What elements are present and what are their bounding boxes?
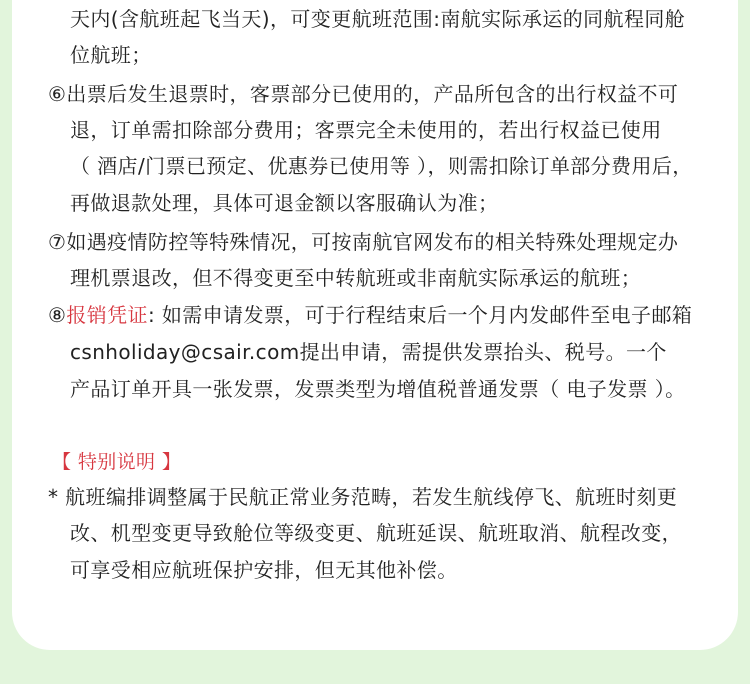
special-line-2: 改、机型变更导致舱位等级变更、航班延误、航班取消、航程改变， (70, 521, 682, 545)
item6-line-3: （ 酒店/门票已预定、优惠券已使用等 ），则需扣除订单部分费用后， (70, 154, 693, 178)
item6-line-1: ⑥出票后发生退票时，客票部分已使用的，产品所包含的出行权益不可 (48, 82, 679, 106)
item8-number: ⑧ (48, 303, 67, 327)
item5-line-1: 天内(含航班起飞当天)，可变更航班范围:南航实际承运的同航程同舱 (70, 7, 686, 31)
special-line-3: 可享受相应航班保护安排，但无其他补偿。 (70, 558, 458, 582)
item8-line-3: 产品订单开具一张发票，发票类型为增值税普通发票（ 电子发票 ）。 (70, 377, 686, 401)
item6-line-4: 再做退款处理，具体可退金额以客服确认为准； (70, 191, 499, 215)
item7-line-1: ⑦如遇疫情防控等特殊情况，可按南航官网发布的相关特殊处理规定办 (48, 230, 679, 254)
item5-line-2: 位航班； (70, 43, 152, 67)
item8-line-2: csnholiday@csair.com提出申请，需提供发票抬头、税号。一个 (70, 340, 667, 364)
item7-line-2: 理机票退改，但不得变更至中转航班或非南航实际承运的航班； (70, 266, 642, 290)
item8-line-1-text: : 如需申请发票，可于行程结束后一个月内发邮件至电子邮箱 (147, 303, 693, 327)
item8-line-1 (48, 302, 692, 328)
item6-line-2: 退，订单需扣除部分费用；客票完全未使用的，若出行权益已使用 (70, 118, 662, 142)
special-notice-title: 【 特别说明 】 (52, 451, 182, 473)
special-line-1: * 航班编排调整属于民航正常业务范畴，若发生航线停飞、航班时刻更 (48, 485, 678, 509)
item8-label: 报销凭证 (66, 303, 148, 327)
